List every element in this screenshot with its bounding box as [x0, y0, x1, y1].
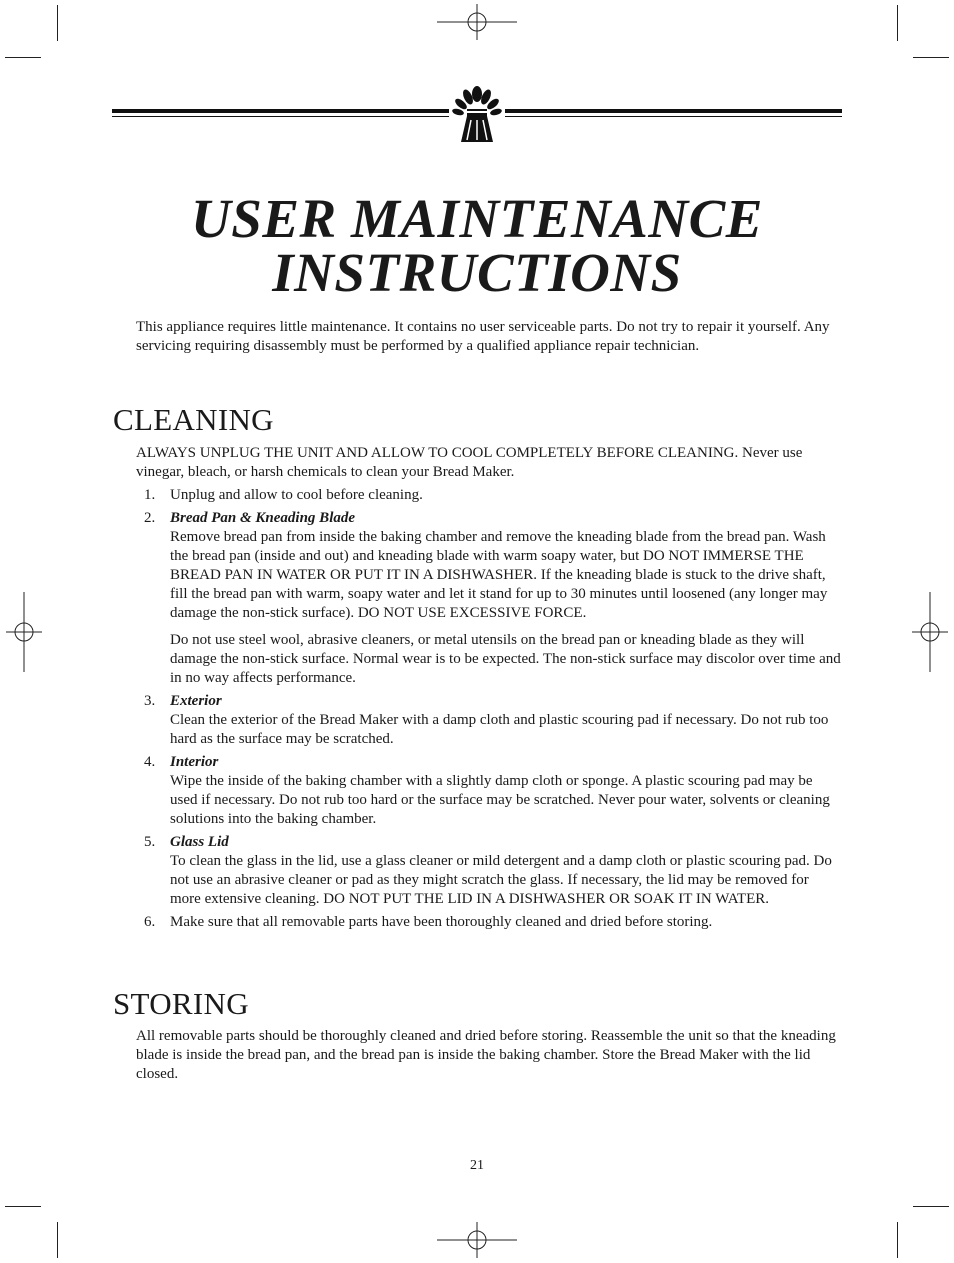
- step-subtitle: Interior: [170, 754, 219, 770]
- storing-paragraph: All removable parts should be thoroughly cleaned and dried before storing. Reassemble the unit so that the kneading blade is inside the bread pan, and the bread pan is inside the baking chamber. Store the Bread Maker with the lid closed.: [136, 1028, 836, 1082]
- registration-mark-icon: [910, 592, 950, 672]
- step-number: 3.: [144, 693, 156, 709]
- wheat-sheaf-icon: [449, 82, 505, 146]
- step-text: To clean the glass in the lid, use a glass cleaner or mild detergent and a damp cloth or plastic scouring pad. Do not use an abrasive cleaner or pad as they might scratch the glass. If necessary, the lid may be removed for more extensive cleaning. DO NOT PUT THE LID IN A DISHWASHER OR SOAK IT IN WATER.: [170, 853, 832, 907]
- cleaning-steps: [136, 486, 842, 936]
- step-text-2: Do not use steel wool, abrasive cleaners, or metal utensils on the bread pan or kneading blade as they will damage the non-stick surface. Normal wear is to be expected. The non-stick surface may discolor over time and in no way affects performance.: [170, 632, 841, 686]
- step-text: Wipe the inside of the baking chamber with a slightly damp cloth or sponge. A plastic scouring pad may be used if necessary. Do not rub too hard or the surface may be scratched. Never pour water, solvents or cleaning solutions into the baking chamber.: [170, 773, 830, 827]
- storing-heading: STORING: [113, 986, 249, 1021]
- registration-mark-icon: [437, 2, 517, 42]
- registration-mark-icon: [4, 592, 44, 672]
- step-number: 4.: [144, 754, 156, 770]
- step-subtitle: Glass Lid: [170, 834, 229, 850]
- step-number: 6.: [144, 914, 156, 930]
- list-item: [136, 753, 842, 829]
- title-line-1: USER MAINTENANCE: [191, 188, 763, 249]
- step-text: Clean the exterior of the Bread Maker with a damp cloth and plastic scouring pad if necessary. Do not rub too hard as the surface may be scratched.: [170, 712, 829, 747]
- intro-paragraph: This appliance requires little maintenance. It contains no user serviceable parts. Do not try to repair it yourself. Any servicing requiring disassembly must be performed by a qualified appliance repair technician.: [136, 319, 830, 354]
- page-title: [0, 188, 954, 303]
- step-number: 2.: [144, 510, 156, 526]
- step-text: Unplug and allow to cool before cleaning.: [170, 487, 423, 503]
- step-subtitle: Exterior: [170, 693, 222, 709]
- list-item: [136, 486, 842, 505]
- page-number: 21: [470, 1158, 484, 1173]
- step-subtitle: Bread Pan & Kneading Blade: [170, 510, 356, 526]
- list-item: [136, 913, 842, 932]
- step-text: Remove bread pan from inside the baking chamber and remove the kneading blade from the bread pan. Wash the bread pan (inside and out) and kneading blade with warm soapy water, but DO NOT IMMERSE THE BREAD PAN IN WATER OR PUT IT IN A DISHWASHER. If the kneading blade is stuck to the drive shaft, fill the bread pan with warm, soapy water and let it stand for up to 30 minutes until loosened (any longer may damage the non-stick surface). DO NOT USE EXCESSIVE FORCE.: [170, 529, 828, 621]
- cleaning-warning: ALWAYS UNPLUG THE UNIT AND ALLOW TO COOL COMPLETELY BEFORE CLEANING. Never use vinegar, bleach, or harsh chemicals to clean your Bread Maker.: [136, 445, 803, 480]
- list-item: [136, 692, 842, 749]
- step-text: Make sure that all removable parts have been thoroughly cleaned and dried before storing.: [170, 914, 713, 930]
- title-line-2: INSTRUCTIONS: [272, 242, 682, 303]
- cleaning-heading: CLEANING: [113, 402, 274, 437]
- registration-mark-icon: [437, 1220, 517, 1260]
- step-number: 1.: [144, 487, 156, 503]
- list-item: [136, 509, 842, 688]
- list-item: [136, 833, 842, 909]
- step-number: 5.: [144, 834, 156, 850]
